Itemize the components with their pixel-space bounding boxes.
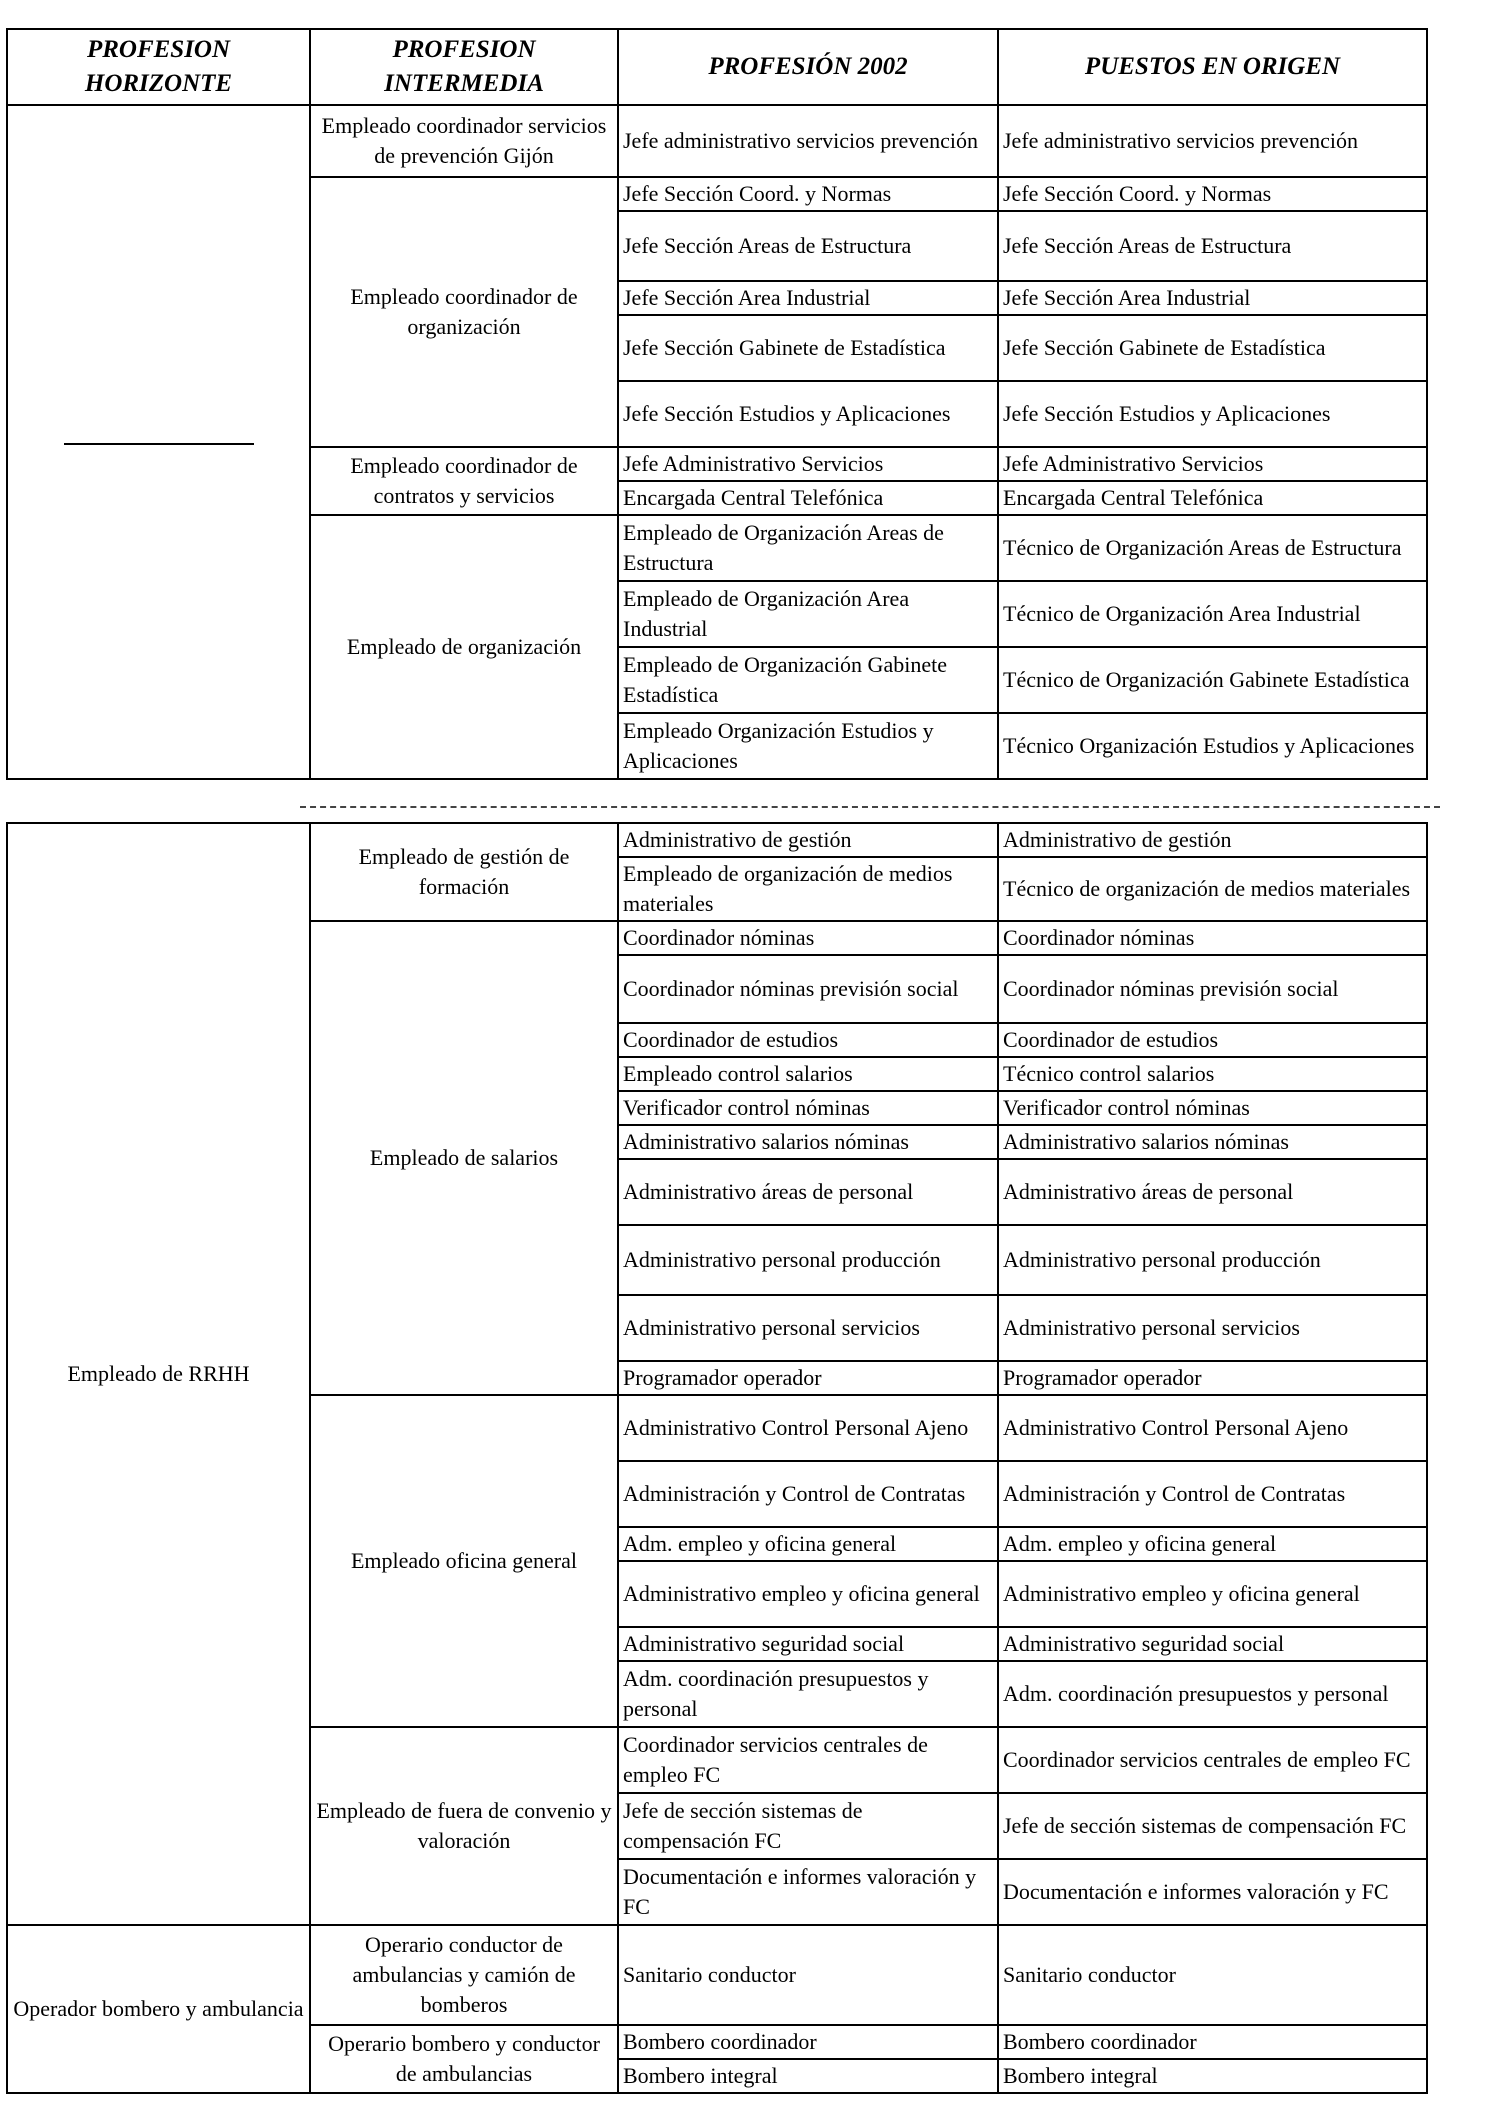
profesion-2002-cell: Administrativo empleo y oficina general (618, 1561, 998, 1627)
profesion-2002-cell: Verificador control nóminas (618, 1091, 998, 1125)
origen-cell: Administración y Control de Contratas (998, 1461, 1427, 1527)
profesion-2002-cell: Empleado Organización Estudios y Aplicaciones (618, 713, 998, 779)
profesion-2002-cell: Coordinador nóminas previsión social (618, 955, 998, 1023)
table-row (7, 105, 1427, 177)
profesion-2002-cell: Programador operador (618, 1361, 998, 1395)
table-row (7, 823, 1427, 857)
origen-cell: Bombero integral (998, 2059, 1427, 2093)
origen-cell: Jefe Sección Coord. y Normas (998, 177, 1427, 211)
profesion-2002-cell: Sanitario conductor (618, 1925, 998, 2025)
header-puestos-origen: PUESTOS EN ORIGEN (998, 29, 1427, 105)
intermedia-cell: Empleado de organización (310, 515, 618, 779)
profesion-2002-cell: Administrativo áreas de personal (618, 1159, 998, 1225)
intermedia-cell: Empleado de gestión de formación (310, 823, 618, 921)
intermedia-cell: Empleado coordinador servicios de prevención Gijón (310, 105, 618, 177)
profesion-2002-cell: Adm. empleo y oficina general (618, 1527, 998, 1561)
intermedia-cell: Operario bombero y conductor de ambulancias (310, 2025, 618, 2093)
intermedia-cell: Empleado coordinador de contratos y servicios (310, 447, 618, 515)
profesion-2002-cell: Empleado de Organización Gabinete Estadística (618, 647, 998, 713)
profesion-2002-cell: Bombero integral (618, 2059, 998, 2093)
origen-cell: Administrativo personal producción (998, 1225, 1427, 1295)
profesion-2002-cell: Encargada Central Telefónica (618, 481, 998, 515)
profesion-2002-cell: Administrativo salarios nóminas (618, 1125, 998, 1159)
profesion-2002-cell: Jefe administrativo servicios prevención (618, 105, 998, 177)
horizonte-cell: Empleado de RRHH (7, 823, 310, 1925)
profesion-2002-cell: Jefe Sección Estudios y Aplicaciones (618, 381, 998, 447)
origen-cell: Administrativo empleo y oficina general (998, 1561, 1427, 1627)
origen-cell: Técnico Organización Estudios y Aplicaciones (998, 713, 1427, 779)
profesion-2002-cell: Bombero coordinador (618, 2025, 998, 2059)
profesion-2002-cell: Adm. coordinación presupuestos y personal (618, 1661, 998, 1727)
profesion-2002-cell: Jefe Sección Area Industrial (618, 281, 998, 315)
origen-cell: Encargada Central Telefónica (998, 481, 1427, 515)
header-horizonte: PROFESION HORIZONTE (7, 29, 310, 105)
origen-cell: Jefe administrativo servicios prevención (998, 105, 1427, 177)
page-break-divider (300, 806, 1440, 808)
origen-cell: Administrativo personal servicios (998, 1295, 1427, 1361)
header-row (7, 29, 1427, 105)
profesion-2002-cell: Jefe Administrativo Servicios (618, 447, 998, 481)
profesion-2002-cell: Administrativo de gestión (618, 823, 998, 857)
profesion-2002-cell: Empleado control salarios (618, 1057, 998, 1091)
intermedia-cell: Empleado de salarios (310, 921, 618, 1395)
origen-cell: Coordinador nóminas previsión social (998, 955, 1427, 1023)
origen-cell: Jefe de sección sistemas de compensación FC (998, 1793, 1427, 1859)
header-profesion-2002: PROFESIÓN 2002 (618, 29, 998, 105)
origen-cell: Administrativo áreas de personal (998, 1159, 1427, 1225)
origen-cell: Administrativo de gestión (998, 823, 1427, 857)
origen-cell: Documentación e informes valoración y FC (998, 1859, 1427, 1925)
origen-cell: Adm. empleo y oficina general (998, 1527, 1427, 1561)
origen-cell: Jefe Sección Gabinete de Estadística (998, 315, 1427, 381)
profesion-2002-cell: Jefe de sección sistemas de compensación FC (618, 1793, 998, 1859)
origen-cell: Técnico de Organización Area Industrial (998, 581, 1427, 647)
origen-cell: Coordinador nóminas (998, 921, 1427, 955)
origen-cell: Coordinador de estudios (998, 1023, 1427, 1057)
origen-cell: Jefe Administrativo Servicios (998, 447, 1427, 481)
profesion-2002-cell: Documentación e informes valoración y FC (618, 1859, 998, 1925)
intermedia-cell: Operario conductor de ambulancias y camión de bomberos (310, 1925, 618, 2025)
header-intermedia: PROFESION INTERMEDIA (310, 29, 618, 105)
profesion-2002-cell: Coordinador nóminas (618, 921, 998, 955)
profesion-2002-cell: Empleado de organización de medios materiales (618, 857, 998, 921)
bottom-table-block (6, 822, 1426, 2094)
origen-cell: Jefe Sección Area Industrial (998, 281, 1427, 315)
profesion-2002-cell: Administrativo personal producción (618, 1225, 998, 1295)
origen-cell: Técnico de Organización Gabinete Estadística (998, 647, 1427, 713)
origen-cell: Verificador control nóminas (998, 1091, 1427, 1125)
intermedia-cell: Empleado de fuera de convenio y valoración (310, 1727, 618, 1925)
origen-cell: Técnico de Organización Areas de Estructura (998, 515, 1427, 581)
origen-cell: Técnico de organización de medios materiales (998, 857, 1427, 921)
origen-cell: Jefe Sección Areas de Estructura (998, 211, 1427, 281)
origen-cell: Jefe Sección Estudios y Aplicaciones (998, 381, 1427, 447)
empty-dash (64, 443, 254, 445)
origen-cell: Administrativo seguridad social (998, 1627, 1427, 1661)
origen-cell: Bombero coordinador (998, 2025, 1427, 2059)
origen-cell: Técnico control salarios (998, 1057, 1427, 1091)
profesion-2002-cell: Jefe Sección Areas de Estructura (618, 211, 998, 281)
origen-cell: Administrativo salarios nóminas (998, 1125, 1427, 1159)
intermedia-cell: Empleado oficina general (310, 1395, 618, 1727)
profesion-2002-cell: Empleado de Organización Area Industrial (618, 581, 998, 647)
origen-cell: Administrativo Control Personal Ajeno (998, 1395, 1427, 1461)
profession-table-bottom (6, 822, 1428, 2094)
profesion-2002-cell: Jefe Sección Coord. y Normas (618, 177, 998, 211)
horizonte-cell-empty (7, 105, 310, 779)
profesion-2002-cell: Administración y Control de Contratas (618, 1461, 998, 1527)
profesion-2002-cell: Empleado de Organización Areas de Estructura (618, 515, 998, 581)
profesion-2002-cell: Administrativo seguridad social (618, 1627, 998, 1661)
horizonte-cell: Operador bombero y ambulancia (7, 1925, 310, 2093)
origen-cell: Adm. coordinación presupuestos y personal (998, 1661, 1427, 1727)
profesion-2002-cell: Coordinador servicios centrales de empleo FC (618, 1727, 998, 1793)
table-row (7, 1925, 1427, 2025)
profesion-2002-cell: Coordinador de estudios (618, 1023, 998, 1057)
origen-cell: Sanitario conductor (998, 1925, 1427, 2025)
top-table-block (6, 28, 1426, 780)
profession-table-top (6, 28, 1428, 780)
origen-cell: Programador operador (998, 1361, 1427, 1395)
profesion-2002-cell: Administrativo personal servicios (618, 1295, 998, 1361)
profesion-2002-cell: Administrativo Control Personal Ajeno (618, 1395, 998, 1461)
intermedia-cell: Empleado coordinador de organización (310, 177, 618, 447)
profesion-2002-cell: Jefe Sección Gabinete de Estadística (618, 315, 998, 381)
origen-cell: Coordinador servicios centrales de empleo FC (998, 1727, 1427, 1793)
